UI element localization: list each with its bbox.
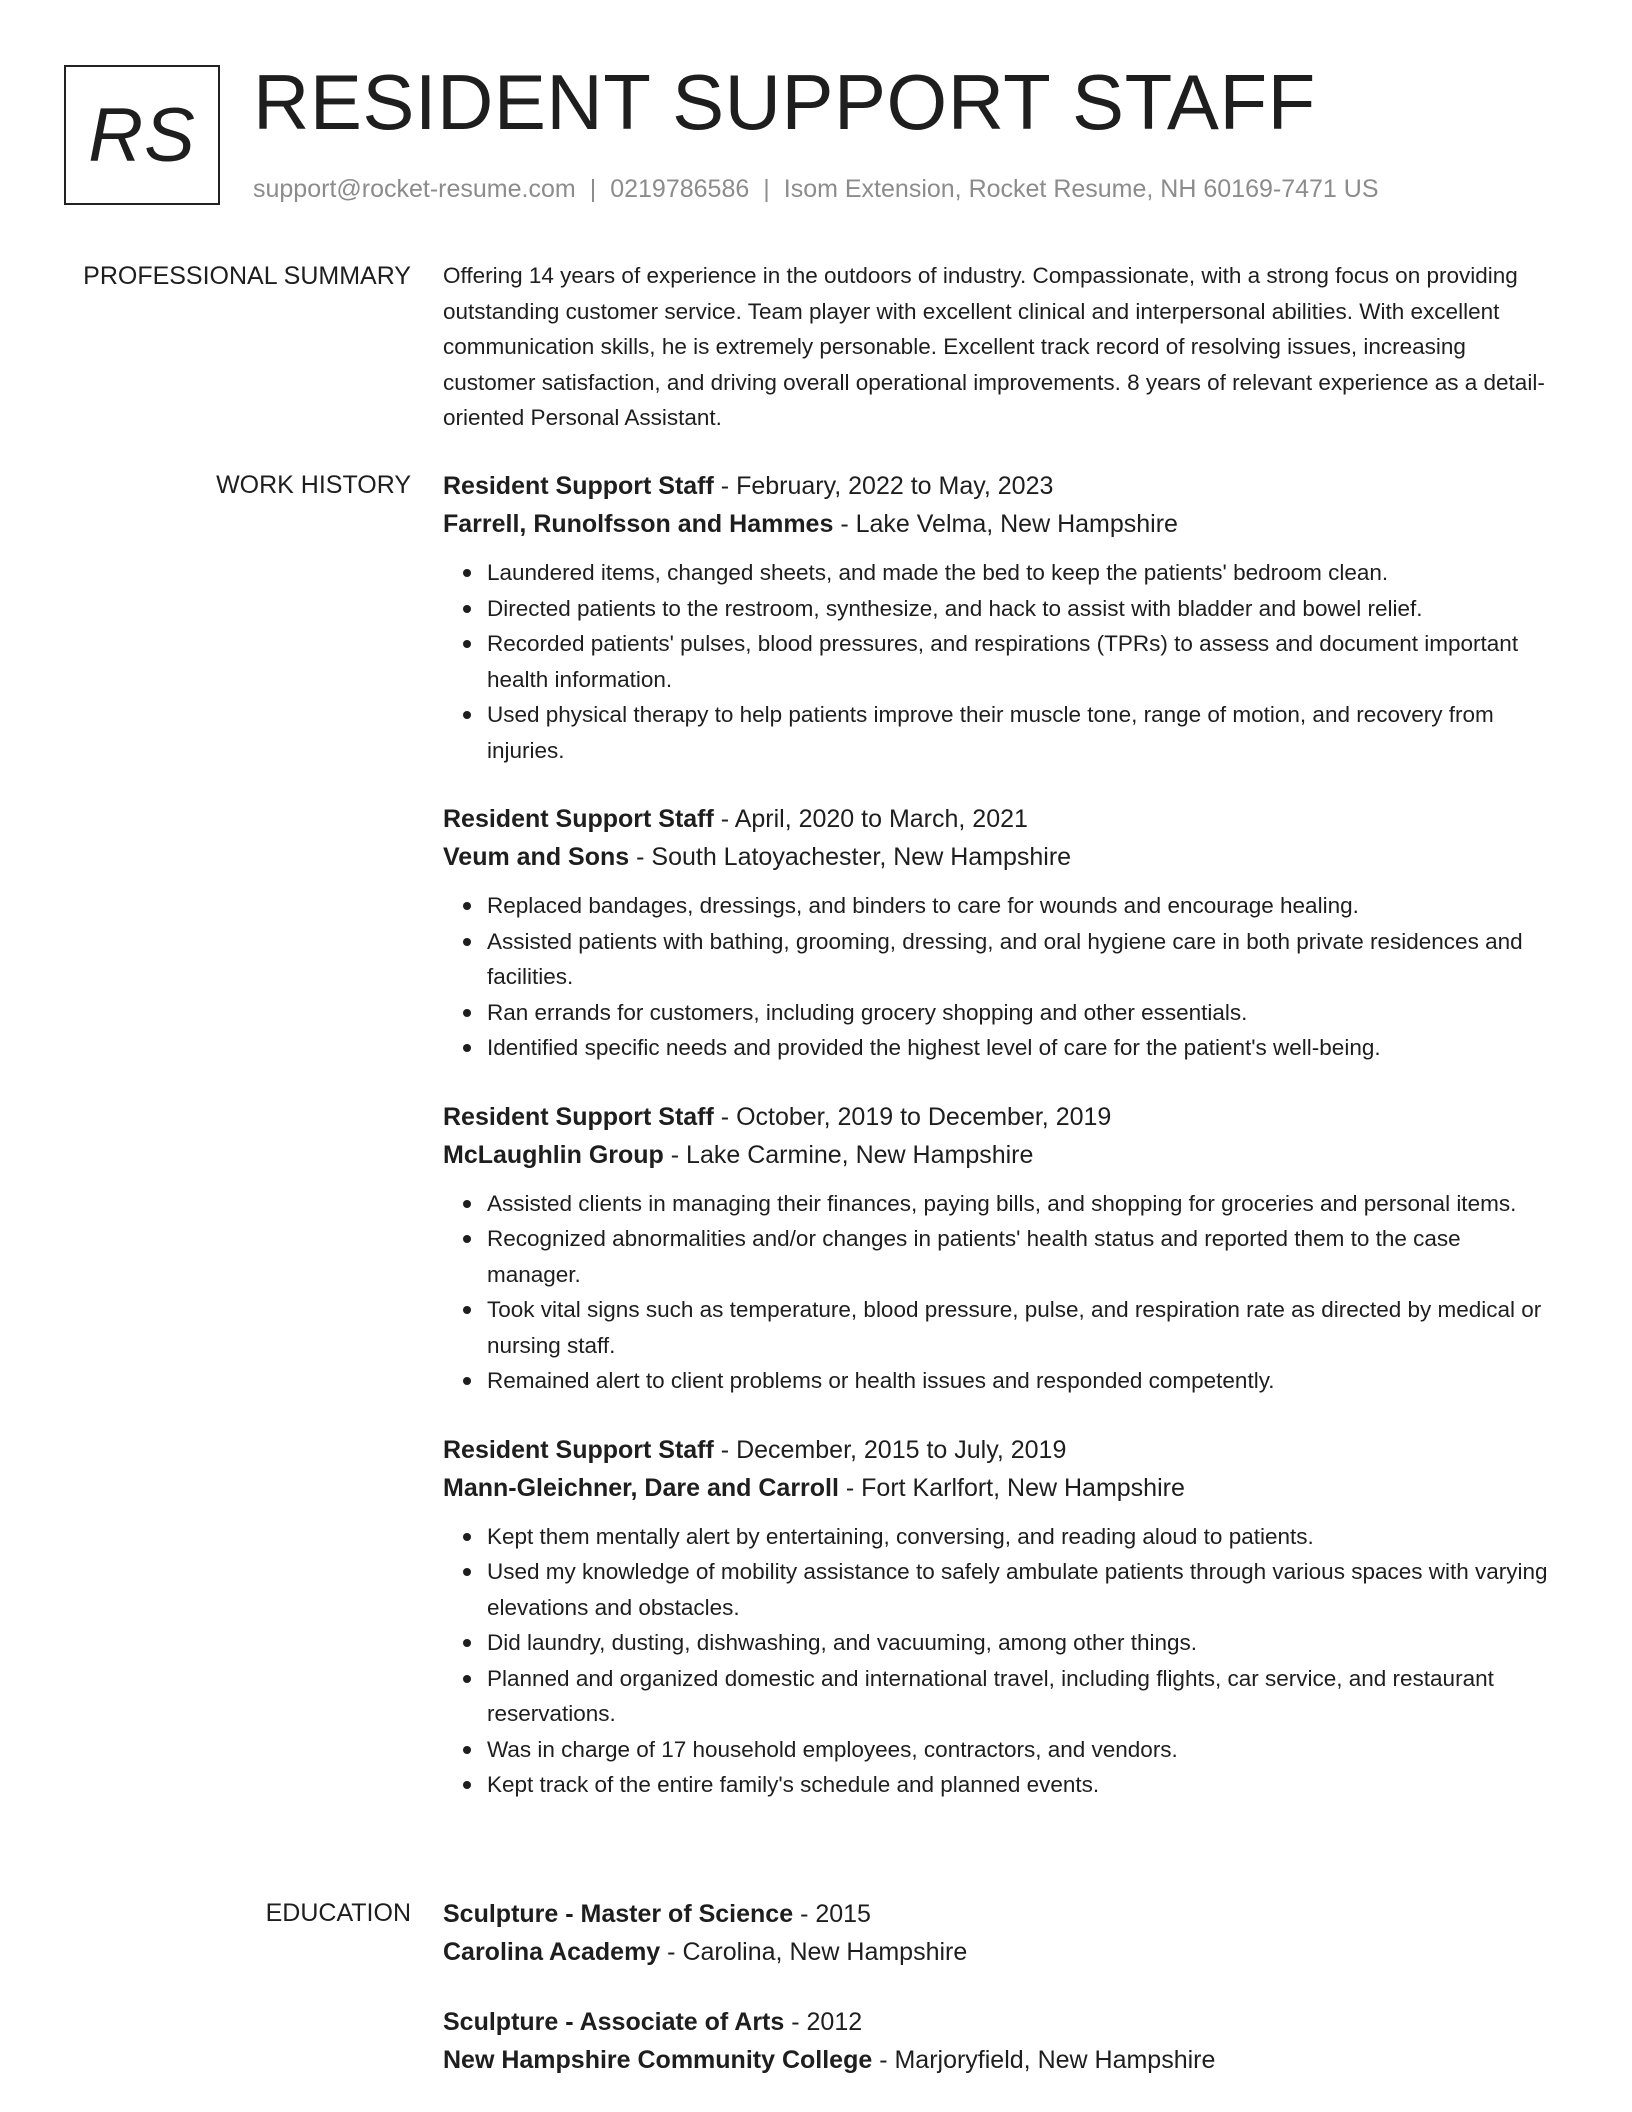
job-entry [443, 1098, 1558, 1399]
job-entry [443, 467, 1558, 768]
education-degree: Sculpture - Master of Science [443, 1900, 794, 1928]
contact-separator: | [589, 175, 597, 203]
education-school-line [443, 1933, 1558, 1971]
job-company-line [443, 1136, 1558, 1174]
education-degree-line [443, 1895, 1558, 1933]
job-company: McLaughlin Group [443, 1140, 664, 1169]
job-title-line [443, 467, 1558, 505]
job-title: Resident Support Staff [443, 1102, 714, 1131]
contact-address: Isom Extension, Rocket Resume, NH 60169-7471 US [783, 175, 1379, 203]
education-year: - 2012 [791, 2008, 863, 2036]
job-title: Resident Support Staff [443, 805, 714, 833]
job-company-line [443, 838, 1558, 876]
education-location: - Marjoryfield, New Hampshire [879, 2046, 1216, 2074]
summary-text: Offering 14 years of experience in the outdoors of industry. Compassionate, with a strong focus on providing outstanding customer service. Team player with excellent clinical and interpersonal abilities. With excellent communication skills, he is extremely personable. Excellent track record of resolving issues, increasing customer satisfaction, and driving overall operational improvements. 8 years of relevant experience as a detail-oriented Personal Assistant. [443, 263, 1545, 430]
section-label-education: EDUCATION [265, 1899, 411, 1927]
education-school: Carolina Academy [443, 1938, 661, 1966]
job-dates: - October, 2019 to December, 2019 [720, 1102, 1112, 1131]
job-bullet: Used my knowledge of mobility assistance to safely ambulate patients through various spaces with varying elevations and obstacles. [487, 1554, 1558, 1625]
work-history-body [443, 467, 1558, 1835]
job-bullet-list [443, 1519, 1558, 1803]
education-degree-line [443, 2003, 1558, 2041]
job-bullet: Laundered items, changed sheets, and made the bed to keep the patients' bedroom clean. [487, 555, 1558, 591]
contact-phone: 0219786586 [610, 175, 750, 203]
monogram-initials: RS [88, 92, 196, 178]
job-location: - Fort Karlfort, New Hampshire [845, 1473, 1185, 1502]
job-company-line [443, 1469, 1558, 1507]
job-bullet: Kept them mentally alert by entertaining, conversing, and reading aloud to patients. [487, 1519, 1558, 1555]
job-entry [443, 800, 1558, 1066]
education-body [443, 1895, 1558, 2111]
job-location: - Lake Velma, New Hampshire [840, 510, 1178, 538]
job-company: Veum and Sons [443, 843, 630, 871]
job-bullet: Planned and organized domestic and international travel, including flights, car service, and restaurant reservations. [487, 1661, 1558, 1732]
job-bullet: Identified specific needs and provided the highest level of care for the patient's well-being. [487, 1030, 1558, 1066]
job-dates: - April, 2020 to March, 2021 [720, 805, 1028, 833]
job-bullet: Took vital signs such as temperature, blood pressure, pulse, and respiration rate as directed by medical or nursing staff. [487, 1292, 1558, 1363]
job-location: - South Latoyachester, New Hampshire [636, 843, 1072, 871]
job-bullet: Directed patients to the restroom, synthesize, and hack to assist with bladder and bowel relief. [487, 591, 1558, 627]
job-bullet: Ran errands for customers, including grocery shopping and other essentials. [487, 995, 1558, 1031]
job-bullet: Kept track of the entire family's schedule and planned events. [487, 1767, 1558, 1803]
contact-email: support@rocket-resume.com [253, 175, 576, 203]
job-dates: - December, 2015 to July, 2019 [720, 1435, 1067, 1464]
section-label-work-history: WORK HISTORY [216, 471, 411, 499]
job-bullet: Remained alert to client problems or health issues and responded competently. [487, 1363, 1558, 1399]
job-title-line [443, 1098, 1558, 1136]
job-bullet: Recorded patients' pulses, blood pressures, and respirations (TPRs) to assess and document important health information. [487, 626, 1558, 697]
job-bullet: Was in charge of 17 household employees, contractors, and vendors. [487, 1732, 1558, 1768]
job-entry [443, 1431, 1558, 1803]
job-location: - Lake Carmine, New Hampshire [670, 1140, 1034, 1169]
education-year: - 2015 [800, 1900, 871, 1928]
education-degree: Sculpture - Associate of Arts [443, 2008, 785, 2036]
education-school: New Hampshire Community College [443, 2046, 873, 2074]
job-company: Farrell, Runolfsson and Hammes [443, 510, 834, 538]
monogram-logo [64, 65, 220, 205]
resume-title: RESIDENT SUPPORT STAFF [253, 58, 1316, 146]
contact-separator: | [763, 175, 770, 203]
job-dates: - February, 2022 to May, 2023 [720, 472, 1054, 500]
job-bullet-list [443, 888, 1558, 1066]
job-bullet: Recognized abnormalities and/or changes in patients' health status and reported them to the case manager. [487, 1221, 1558, 1292]
job-bullet: Used physical therapy to help patients improve their muscle tone, range of motion, and recovery from injuries. [487, 697, 1558, 768]
section-label-summary: PROFESSIONAL SUMMARY [83, 262, 411, 290]
job-company: Mann-Gleichner, Dare and Carroll [443, 1473, 839, 1502]
job-title: Resident Support Staff [443, 472, 714, 500]
job-bullet: Assisted patients with bathing, grooming, dressing, and oral hygiene care in both private residences and facilities. [487, 924, 1558, 995]
education-entry [443, 1895, 1558, 1971]
job-bullet: Assisted clients in managing their finances, paying bills, and shopping for groceries and personal items. [487, 1186, 1558, 1222]
job-title-line [443, 1431, 1558, 1469]
job-bullet: Did laundry, dusting, dishwashing, and vacuuming, among other things. [487, 1625, 1558, 1661]
job-bullet: Replaced bandages, dressings, and binders to care for wounds and encourage healing. [487, 888, 1558, 924]
job-bullet-list [443, 555, 1558, 768]
education-location: - Carolina, New Hampshire [667, 1938, 968, 1966]
job-bullet-list [443, 1186, 1558, 1399]
job-title-line [443, 800, 1558, 838]
summary-body [443, 258, 1558, 436]
job-title: Resident Support Staff [443, 1435, 714, 1464]
education-school-line [443, 2041, 1558, 2079]
job-company-line [443, 505, 1558, 543]
contact-line [253, 172, 1379, 206]
education-entry [443, 2003, 1558, 2079]
